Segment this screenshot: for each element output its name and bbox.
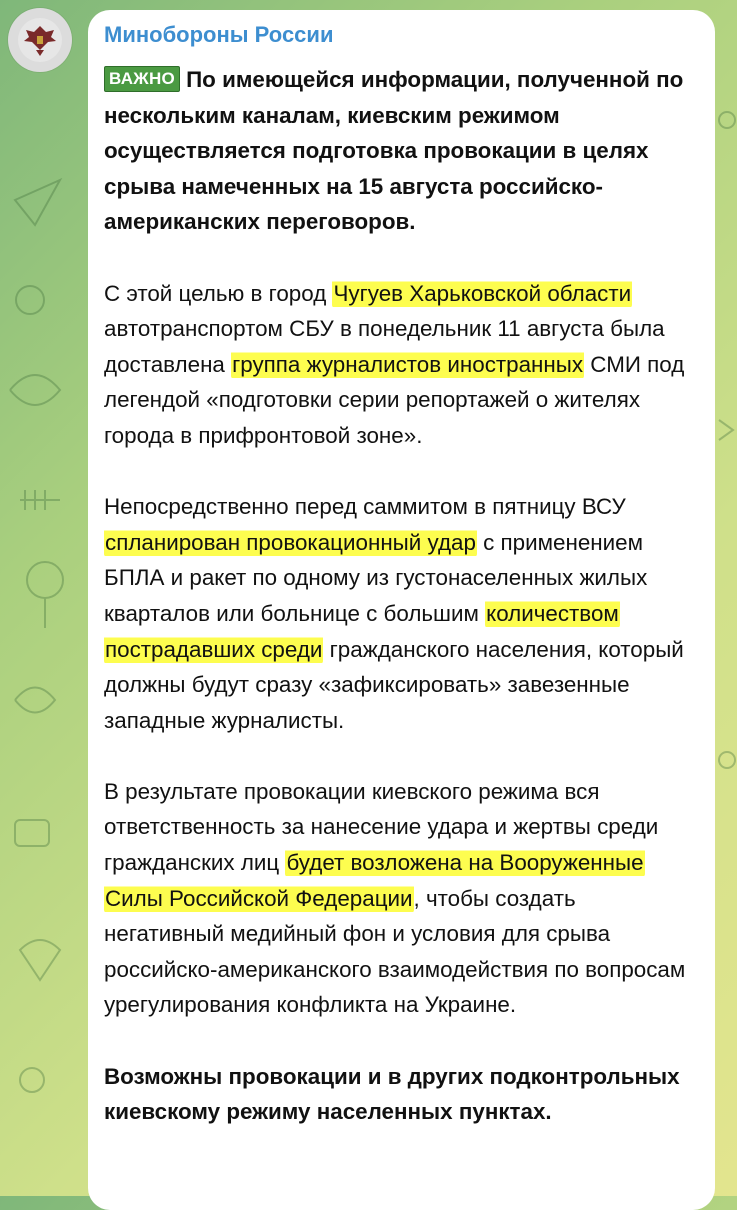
channel-name[interactable]: Минобороны России (104, 22, 334, 47)
paragraph-1-text: По имеющейся информации, полученной по нескольким каналам, киевским режимом осуществляется подготовка провокации в целях срыва намеченных на 15 августа российско-американских переговоров. (104, 67, 684, 235)
text-span: , чтобы создать негативный медийный фон и условия для срыва российско-американского взаимодействия по вопросам урегулирования конфликта на Украине. (104, 885, 686, 1018)
message-text (104, 62, 697, 1130)
highlight-span: группа журналистов иностранных (232, 351, 584, 377)
text-span: Непосредственно перед саммитом в пятницу ВСУ (104, 494, 626, 520)
text-span: автотранспортом СБУ в понедельник 11 августа была доставлена (104, 316, 665, 377)
highlight-span: будет возложена на Вооруженные Силы Российской Федерации (105, 850, 644, 911)
background-pattern (0, 0, 90, 1196)
message-paragraph-3 (104, 489, 697, 738)
text-span: гражданского населения, который должны будут сразу «зафиксировать» завезенные западные журналисты. (104, 636, 684, 733)
message-paragraph-5: Возможны провокации и в других подконтрольных киевскому режиму населенных пунктах. (104, 1063, 680, 1125)
highlight-span: Чугуев Харьковской области (333, 280, 632, 306)
double-headed-eagle-emblem-icon (16, 16, 64, 64)
text-span: В результате провокации киевского режима вся ответственность за нанесение удара и жертвы среди гражданских лиц (104, 778, 659, 876)
background-pattern-right (715, 0, 737, 1196)
text-span: с применением БПЛА и ракет по одному из густонаселенных жилых кварталов или больнице с большим (104, 529, 648, 626)
highlight-span: спланирован провокационный удар (105, 529, 476, 555)
message-paragraph-4 (104, 774, 697, 1023)
text-span: СМИ под легендой «подготовки серии репортажей о жителях города в прифронтовой зоне». (104, 351, 685, 448)
important-badge: ВАЖНО (104, 66, 180, 92)
message-paragraph-2 (104, 276, 697, 454)
highlight-span: количеством пострадавших среди (105, 600, 619, 662)
channel-avatar[interactable] (8, 8, 72, 72)
text-span: С этой целью в город (104, 280, 333, 306)
message-bubble[interactable] (88, 10, 715, 1210)
message-paragraph-1 (104, 62, 697, 240)
